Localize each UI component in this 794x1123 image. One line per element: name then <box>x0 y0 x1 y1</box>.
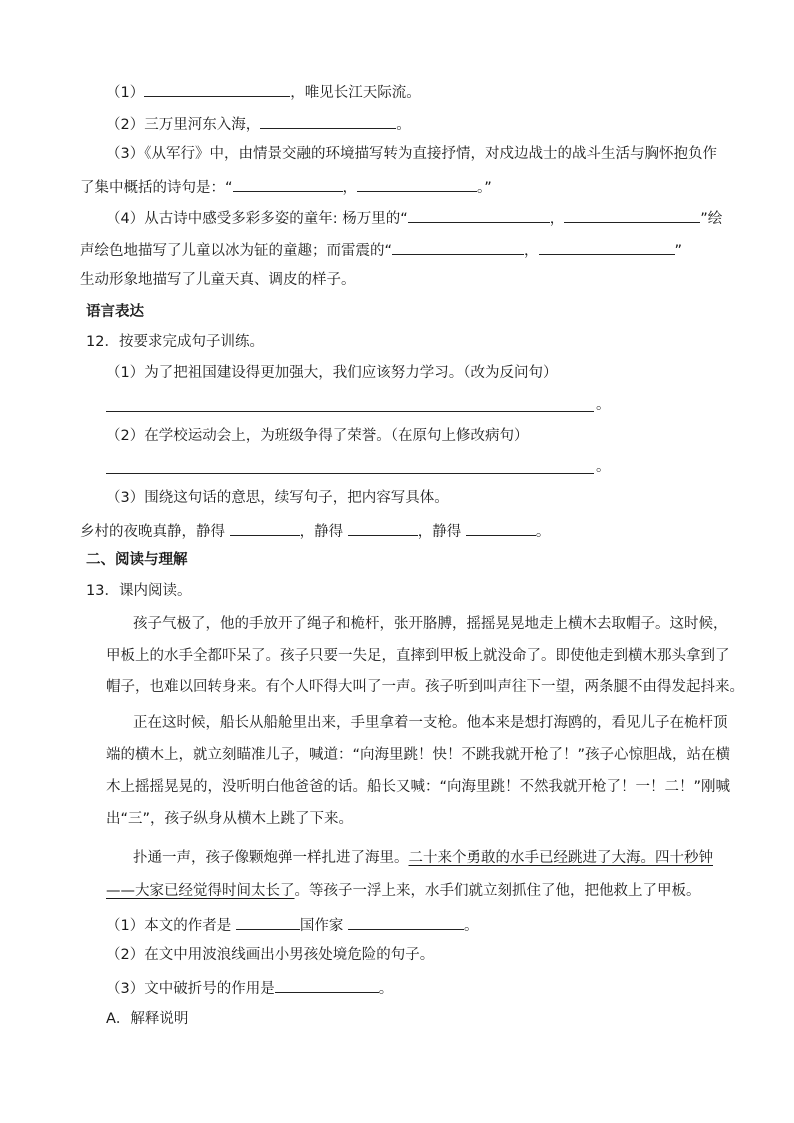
answer-line[interactable] <box>106 410 594 412</box>
q12-item-2: （2）在学校运动会上，为班级争得了荣誉。（在原句上修改病句） <box>106 428 529 444</box>
passage-paragraph-2-line: 端的横木上，就立刻瞄准儿子，喊道：“向海里跳！快！不跳我就开枪了！”孩子心惊胆战，站在横 <box>106 747 731 763</box>
answer-blank[interactable] <box>144 81 290 97</box>
answer-blank[interactable] <box>408 207 550 223</box>
passage-paragraph-2-line: 木上摇摇晃晃的，没听明白他爸爸的话。船长又喊：“向海里跳！不然我就开枪了！一！二！”刚喊 <box>106 779 731 795</box>
answer-blank[interactable] <box>392 239 524 255</box>
q13-sub-2: （2）在文中用波浪线画出小男孩处境危险的句子。 <box>106 947 435 963</box>
q11-item-1: （1） ，唯见长江天际流。 <box>106 81 421 103</box>
q13-sub-3: （3）文中破折号的作用是 。 <box>106 977 393 999</box>
answer-blank[interactable] <box>539 239 675 255</box>
section-heading-reading: 二、阅读与理解 <box>86 552 188 568</box>
section-heading-language: 语言表达 <box>86 304 144 320</box>
q12-item-1-period: 。 <box>596 397 611 413</box>
passage-paragraph-1-line: 孩子气极了，他的手放开了绳子和桅杆，张开胳膊，摇摇晃晃地走上横木去取帽子。这时候， <box>133 616 728 632</box>
q11-item-4-line3: 生动形象地描写了儿童天真、调皮的样子。 <box>80 272 356 288</box>
answer-blank[interactable] <box>348 914 464 930</box>
q11-item-4-line2: 声绘色地描写了儿童以冰为钲的童趣；而雷震的“ ， ” <box>80 239 682 261</box>
q11-item-2: （2）三万里河东入海， 。 <box>106 113 411 135</box>
passage-paragraph-1-line: 甲板上的水手全都吓呆了。孩子只要一失足，直摔到甲板上就没命了。即使他走到横木那头拿到了 <box>106 648 730 664</box>
passage-paragraph-3-line: 扑通一声，孩子像颗炮弹一样扎进了海里。二十来个勇敢的水手已经跳进了大海。四十秒钟 <box>133 850 713 866</box>
answer-blank[interactable] <box>466 520 536 536</box>
q12-item-1: （1）为了把祖国建设得更加强大，我们应该努力学习。（改为反问句） <box>106 365 558 381</box>
q13-sub-1: （1）本文的作者是 国作家 。 <box>106 914 478 936</box>
passage-paragraph-2-line: 正在这时候，船长从船舱里出来，手里拿着一支枪。他本来是想打海鸥的，看见儿子在桅杆顶 <box>133 715 728 731</box>
passage-paragraph-2-line: 出“三”，孩子纵身从横木上跳了下来。 <box>106 811 354 827</box>
answer-blank[interactable] <box>275 977 379 993</box>
q12-title: 12．按要求完成句子训练。 <box>86 334 264 350</box>
answer-blank[interactable] <box>564 207 700 223</box>
underlined-sentence: ——大家已经觉得时间太长了 <box>106 883 295 899</box>
answer-blank[interactable] <box>233 176 343 192</box>
q11-item-4-line1: （4）从古诗中感受多彩多姿的童年: 杨万里的“ ， ”绘 <box>106 207 722 229</box>
passage-paragraph-1-line: 帽子，也难以回转身来。有个人吓得大叫了一声。孩子听到叫声往下一望，两条腿不由得发起抖来。 <box>106 679 744 695</box>
answer-blank[interactable] <box>357 176 477 192</box>
answer-blank[interactable] <box>260 113 396 129</box>
answer-blank[interactable] <box>348 520 418 536</box>
answer-blank[interactable] <box>230 520 300 536</box>
option-a[interactable]: A．解释说明 <box>106 1011 189 1027</box>
underlined-sentence: 二十来个勇敢的水手已经跳进了大海。四十秒钟 <box>408 850 713 866</box>
q11-item-3-line1: （3）《从军行》中，由情景交融的环境描写转为直接抒情，对戍边战士的战斗生活与胸怀抱负作 <box>106 146 717 162</box>
answer-line[interactable] <box>106 472 594 474</box>
q12-item-3: （3）围绕这句话的意思，续写句子，把内容写具体。 <box>106 490 449 506</box>
answer-blank[interactable] <box>236 914 300 930</box>
q12-item-3-sentence: 乡村的夜晚真静，静得 ，静得 ，静得 。 <box>80 520 550 542</box>
passage-paragraph-3-line: ——大家已经觉得时间太长了。等孩子一浮上来，水手们就立刻抓住了他，把他救上了甲板。 <box>106 883 701 899</box>
q12-item-2-period: 。 <box>596 459 611 475</box>
q11-item-3-line2: 了集中概括的诗句是：“ ， 。” <box>80 176 492 198</box>
q13-title: 13．课内阅读。 <box>86 583 192 599</box>
